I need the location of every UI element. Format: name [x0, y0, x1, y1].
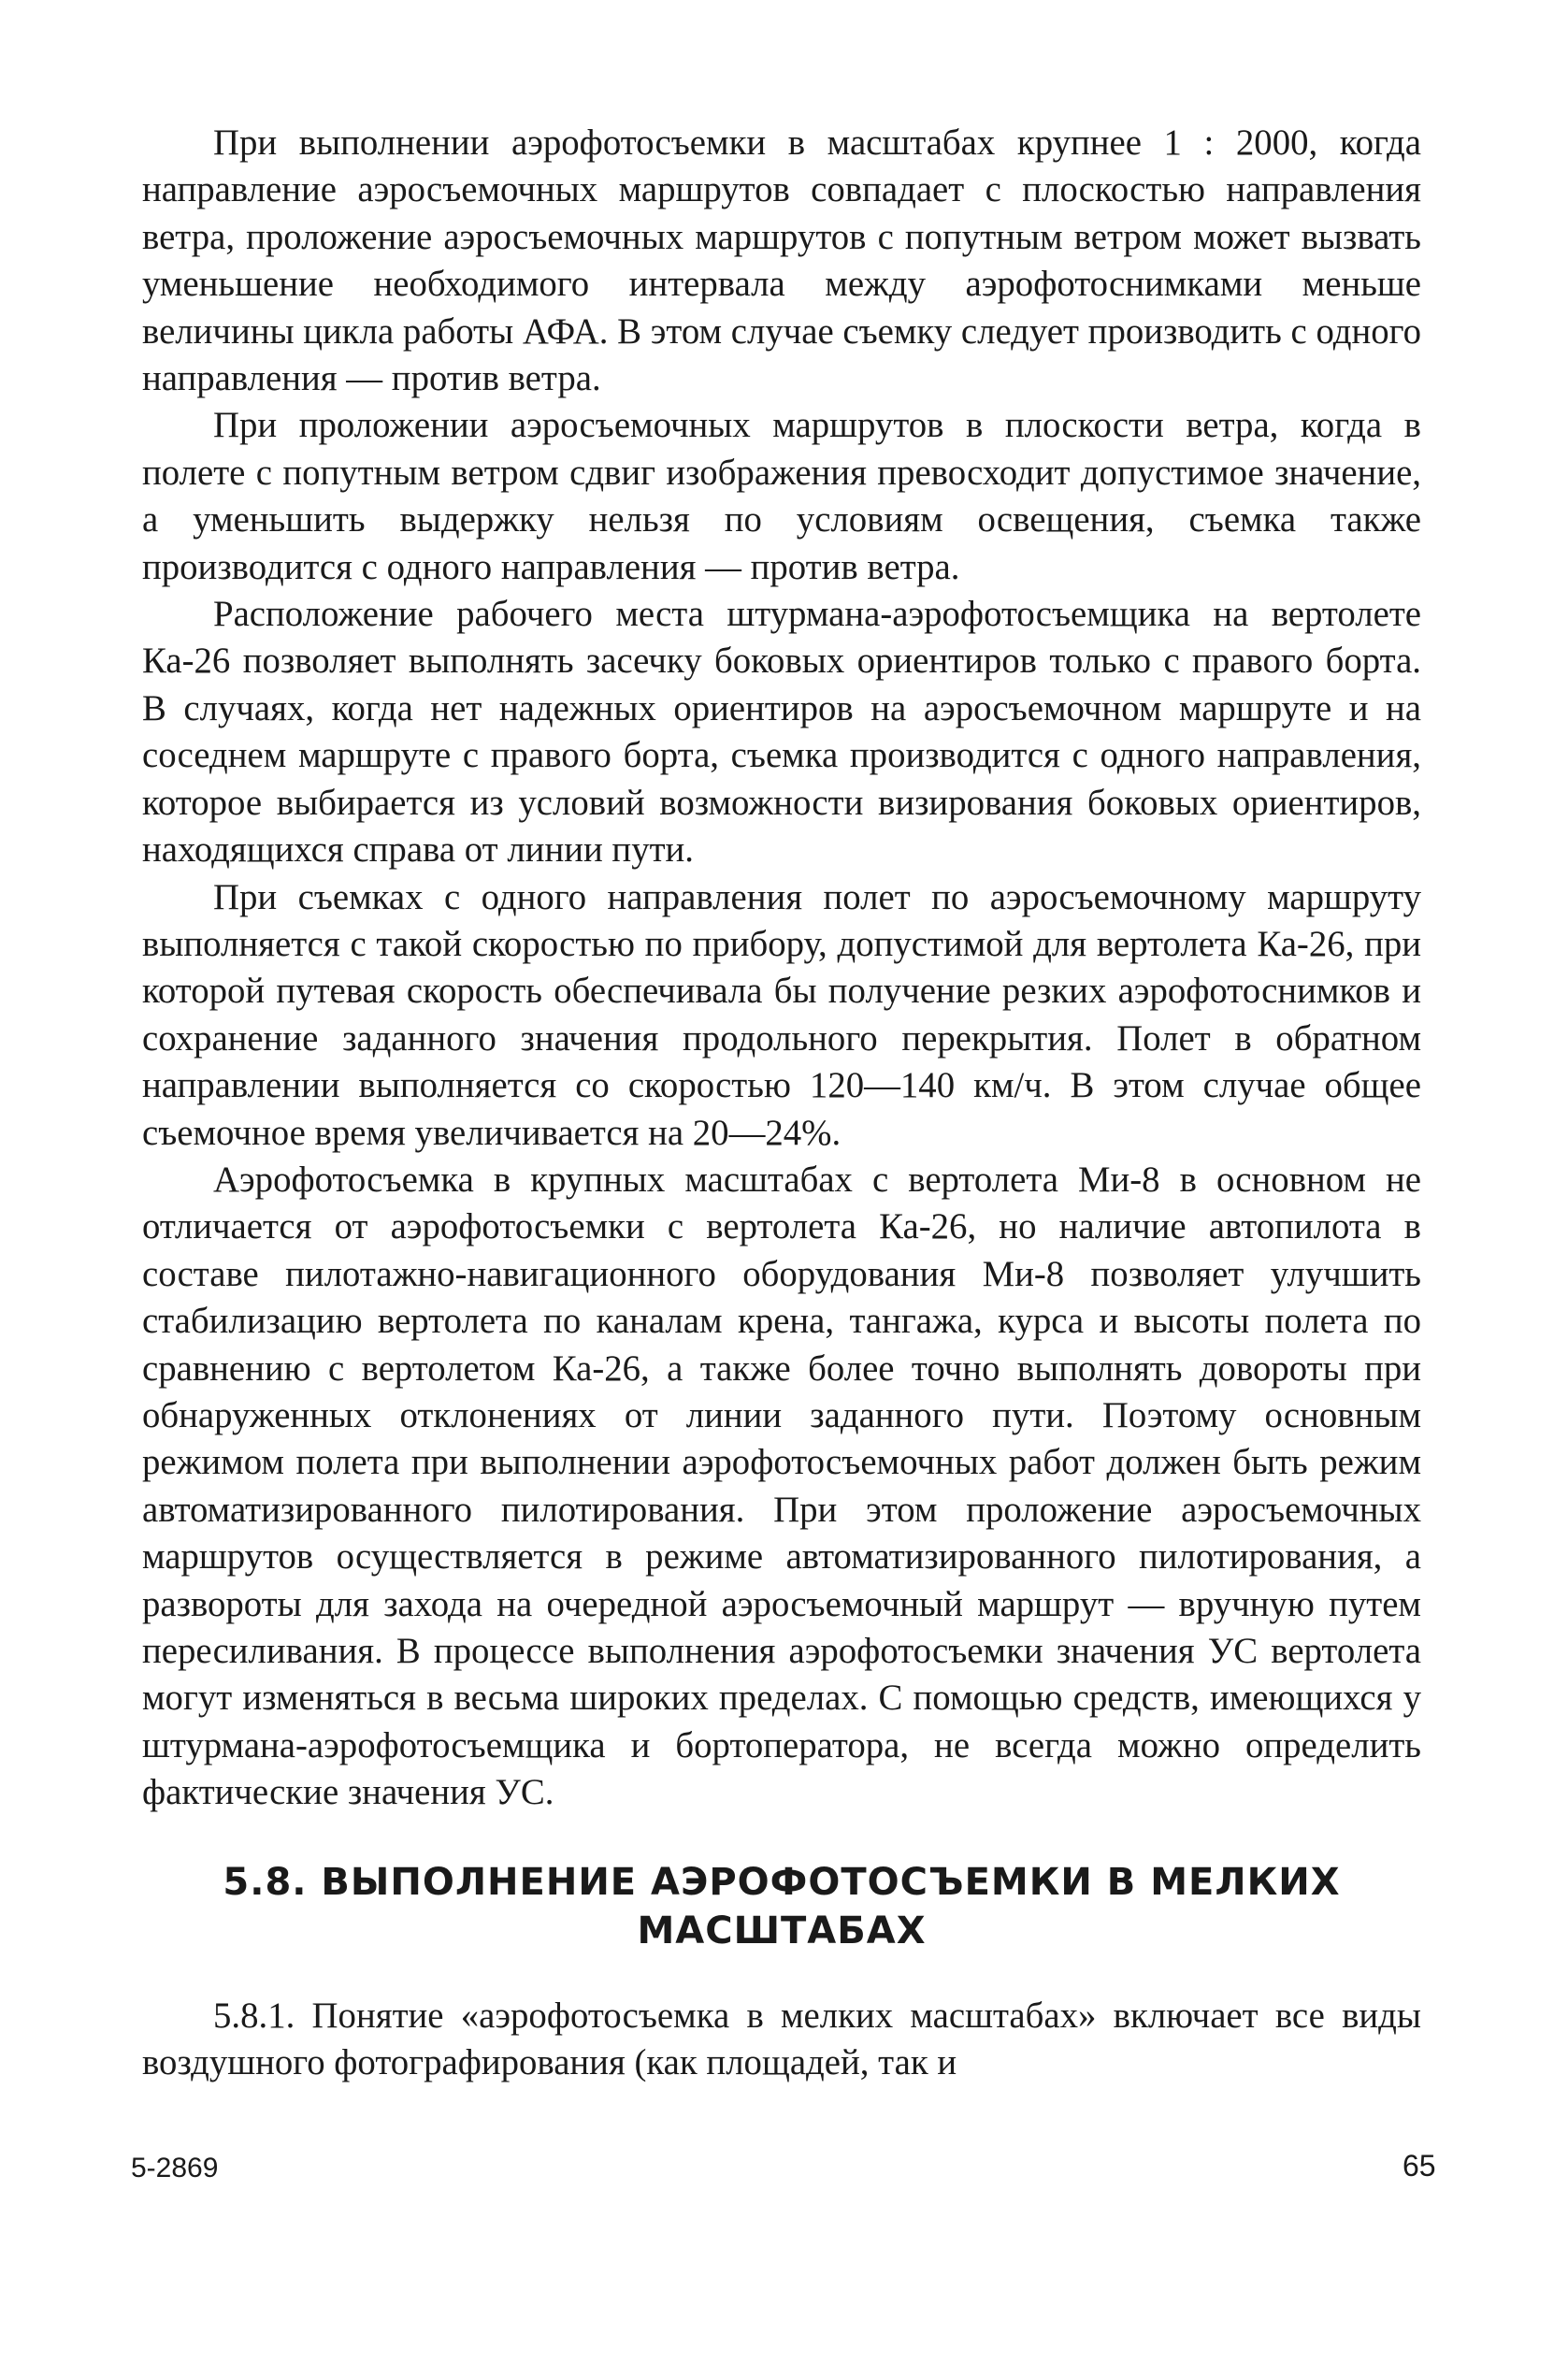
- page-number: 65: [1403, 2149, 1436, 2183]
- paragraph-3: Расположение рабочего места штурмана-аэрофотосъемщика на вертолете Ка-26 позволяет выполнять засечку боковых ориентиров только с правого борта. В случаях, когда нет надежных ориентиров на аэросъемочном маршруте и на соседнем маршруте с правого борта, съемка производится с одного направления, которое выбирается из условий возможности визирования боковых ориентиров, находящихся справа от линии пути.: [142, 594, 1421, 871]
- paragraph-5: Аэрофотосъемка в крупных масштабах с вертолета Ми-8 в основном не отличается от аэрофотосъемки с вертолета Ка-26, но наличие автопилота в составе пилотажно-навигационного оборудования Ми-8 позволяет улучшить стабилизацию вертолета по каналам крена, тангажа, курса и высоты полета по сравнению с вертолетом Ка-26, а также более точно выполнять довороты при обнаруженных отклонениях от линии заданного пути. Поэтому основным режимом полета при выполнении аэрофотосъемочных работ должен быть режим автоматизированного пилотирования. При этом проложение аэросъемочных маршрутов осуществляется в режиме автоматизированного пилотирования, а развороты для захода на очередной аэросъемочный маршрут — вручную путем пересиливания. В процессе выполнения аэрофотосъемки значения УС вертолета могут изменяться в весьма широких пределах. С помощью средств, имеющихся у штурмана-аэрофотосъемщика и бортоператора, не всегда можно определить фактические значения УС.: [142, 1159, 1421, 1813]
- paragraph-4: При съемках с одного направления полет по аэросъемочному маршруту выполняется с такой скоростью по прибору, допустимой для вертолета Ка-26, при которой путевая скорость обеспечивала бы получение резких аэрофотоснимков и сохранение заданного значения продольного перекрытия. Полет в обратном направлении выполняется со скоростью 120—140 км/ч. В этом случае общее съемочное время увеличивается на 20—24%.: [142, 876, 1421, 1153]
- paragraph-2: При проложении аэросъемочных маршрутов в плоскости ветра, когда в полете с попутным ветром сдвиг изображения превосходит допустимое значение, а уменьшить выдержку нельзя по условиям освещения, съемка также производится с одного направления — против ветра.: [142, 405, 1421, 587]
- printing-signature: 5-2869: [131, 2153, 219, 2183]
- section-heading: 5.8. ВЫПОЛНЕНИЕ АЭРОФОТОСЪЕМКИ В МЕЛКИХ МАСШТАБАХ: [223, 1860, 1341, 1952]
- paragraph-1: При выполнении аэрофотосъемки в масштабах крупнее 1 : 2000, когда направление аэросъемочных маршрутов совпадает с плоскостью направления ветра, проложение аэросъемочных маршрутов с попутным ветром может вызвать уменьшение необходимого интервала между аэрофотоснимками меньше величины цикла работы АФА. В этом случае съемку следует производить с одного направления — против ветра.: [142, 122, 1421, 399]
- section-paragraph: 5.8.1. Понятие «аэрофотосъемка в мелких масштабах» включает все виды воздушного фотографирования (как площадей, так и: [142, 1995, 1421, 2083]
- text-column: [142, 120, 1421, 2086]
